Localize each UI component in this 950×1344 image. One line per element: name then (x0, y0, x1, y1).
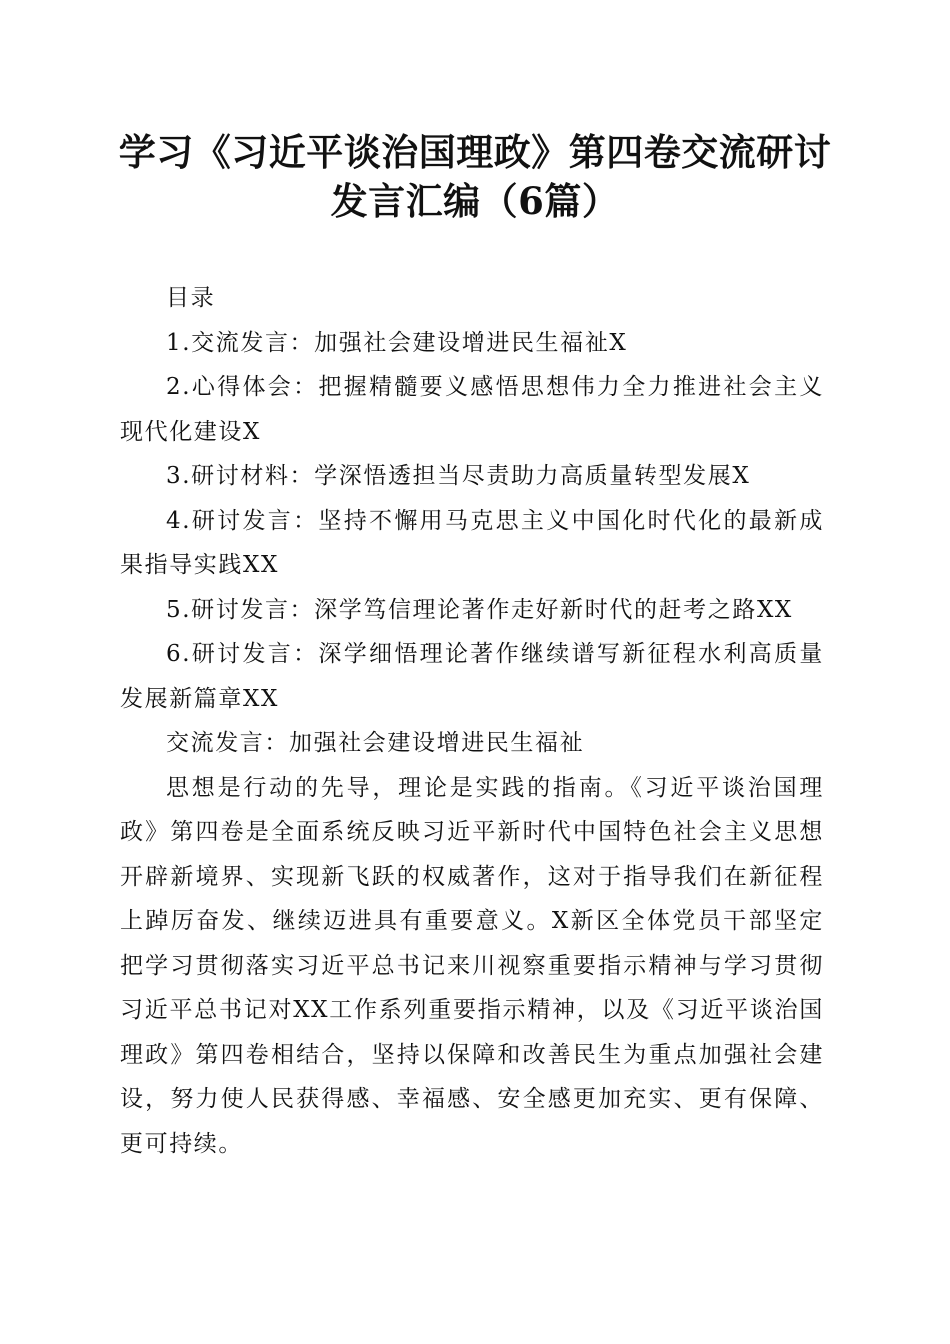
toc-item-6: 6.研讨发言：深学细悟理论著作继续谱写新征程水利高质量发展新篇章XX (120, 641, 824, 712)
body-paragraph: 思想是行动的先导，理论是实践的指南。《习近平谈治国理政》第四卷是全面系统反映习近平新时代中国特色社会主义思想开辟新境界、实现新飞跃的权威著作，这对于指导我们在新征程上踔厉奋发、继续迈进具有重要意义。X新区全体党员干部坚定把学习贯彻落实习近平总书记来川视察重要指示精神与学习贯彻习近平总书记对XX工作系列重要指示精神，以及《习近平谈治国理政》第四卷相结合，坚持以保障和改善民生为重点加强社会建设，努力使人民获得感、幸福感、安全感更加充实、更有保障、更可持续。 (120, 774, 824, 1157)
toc-item-1: 1.交流发言：加强社会建设增进民生福祉X (166, 329, 628, 356)
toc-item-3: 3.研讨材料：学深悟透担当尽责助力高质量转型发展X (166, 463, 751, 489)
toc-item-4: 4.研讨发言：坚持不懈用马克思主义中国化时代化的最新成果指导实践XX (120, 507, 824, 578)
toc-item-2: 2.心得体会：把握精髓要义感悟思想伟力全力推进社会主义现代化建设X (120, 374, 824, 445)
toc-heading: 目录 (166, 285, 216, 311)
document-body (120, 276, 824, 1166)
document-title: 学习《习近平谈治国理政》第四卷交流研讨发言汇编（6篇） (118, 130, 832, 223)
section-heading: 交流发言：加强社会建设增进民生福祉 (166, 730, 585, 756)
toc-item-5: 5.研讨发言：深学笃信理论著作走好新时代的赶考之路XX (166, 596, 793, 623)
